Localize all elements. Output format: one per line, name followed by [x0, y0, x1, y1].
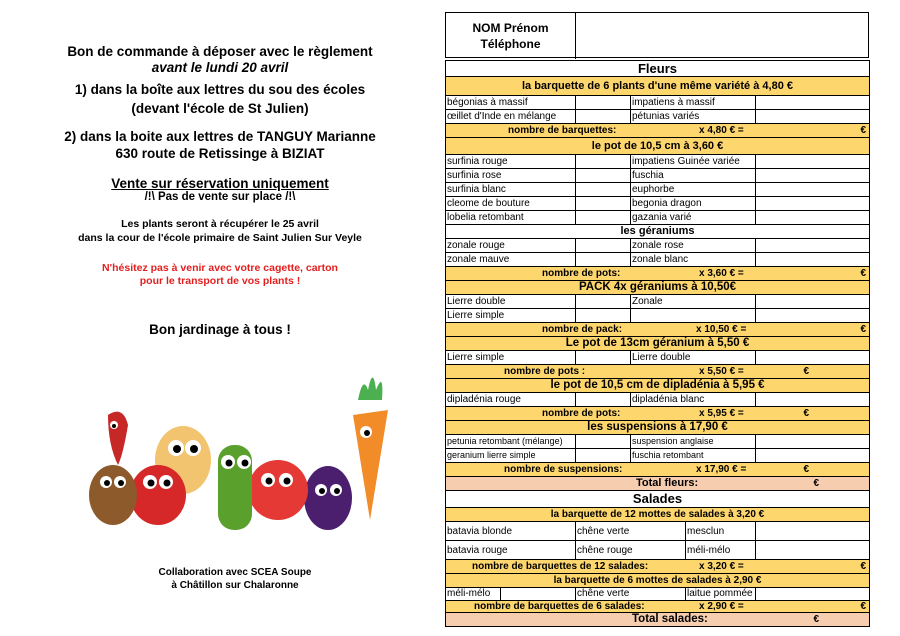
barquette-12-header: la barquette de 12 mottes de salades à 3,20 €: [445, 508, 870, 522]
total-salades-row: Total salades: €: [445, 613, 870, 627]
reservation-only: Vente sur réservation uniquement: [111, 176, 329, 191]
drop-location-2-address: 630 route de Retissinge à BIZIAT: [115, 146, 325, 161]
pot-10-header: le pot de 10,5 cm à 3,60 €: [445, 138, 870, 155]
qty-input[interactable]: [756, 435, 869, 448]
subtotal-row: nombre de pots: x 3,60 € = €: [445, 267, 870, 281]
qty-input[interactable]: [576, 309, 631, 322]
qty-input[interactable]: [576, 197, 631, 210]
qty-input[interactable]: [576, 183, 631, 196]
subtotal-row: nombre de barquettes de 6 salades: x 2,90 € = €: [445, 601, 870, 613]
dipladenia-header: le pot de 10,5 cm de dipladénia à 5,95 €: [445, 379, 870, 393]
order-instruction: Bon de commande à déposer avec le règlement: [67, 44, 373, 59]
subtotal-row: nombre de barquettes: x 4,80 € = €: [445, 124, 870, 138]
table-row: bégonias à massif impatiens à massif: [445, 96, 870, 110]
qty-input[interactable]: [756, 197, 869, 210]
bring-crate-note: N'hésitez pas à venir avec votre cagette, carton: [102, 262, 338, 274]
qty-input[interactable]: [576, 295, 631, 308]
name-label: NOM Prénom Téléphone: [446, 13, 576, 59]
qty-input[interactable]: [756, 588, 869, 600]
drop-location-1-detail: (devant l'école de St Julien): [131, 101, 309, 116]
qty-input[interactable]: [756, 239, 869, 252]
instructions-panel: [0, 0, 440, 636]
vegetables-illustration: [88, 370, 388, 535]
qty-input[interactable]: [576, 110, 631, 123]
section-fleurs: Fleurs: [445, 60, 870, 77]
suspensions-header: les suspensions à 17,90 €: [445, 421, 870, 435]
collaboration: Collaboration avec SCEA Soupe: [158, 567, 312, 578]
pack-geraniums-header: PACK 4x géraniums à 10,50€: [445, 281, 870, 295]
section-salades: Salades: [445, 491, 870, 508]
table-row: batavia rouge chêne rouge méli-mélo: [445, 541, 870, 560]
table-row: Lierre simple: [445, 309, 870, 323]
qty-input[interactable]: [576, 169, 631, 182]
table-row: Lierre simple Lierre double: [445, 351, 870, 365]
table-row: zonale rouge zonale rose: [445, 239, 870, 253]
qty-input[interactable]: [756, 253, 869, 266]
qty-input[interactable]: [576, 239, 631, 252]
qty-input[interactable]: [576, 435, 631, 448]
collaboration-location: à Châtillon sur Chalaronne: [171, 580, 299, 591]
table-row: surfinia blanc euphorbe: [445, 183, 870, 197]
subtotal-row: nombre de suspensions: x 17,90 € = €: [445, 463, 870, 477]
barquette-6-header: la barquette de 6 plants d'une même variété à 4,80 €: [445, 77, 870, 96]
table-row: cleome de bouture begonia dragon: [445, 197, 870, 211]
table-row: dipladénia rouge dipladénia blanc: [445, 393, 870, 407]
table-row: Lierre double Zonale: [445, 295, 870, 309]
name-input[interactable]: [577, 13, 869, 57]
qty-input[interactable]: [756, 541, 869, 559]
table-row: œillet d'Inde en mélange pétunias variés: [445, 110, 870, 124]
qty-input[interactable]: [576, 393, 631, 406]
greeting: Bon jardinage à tous !: [149, 322, 291, 337]
pickup-date: Les plants seront à récupérer le 25 avril: [121, 218, 319, 230]
subtotal-row: nombre de pots: x 5,95 € = €: [445, 407, 870, 421]
form-rows: [445, 60, 870, 627]
drop-location-1: 1) dans la boîte aux lettres du sou des écoles: [74, 82, 366, 97]
qty-input[interactable]: [756, 110, 869, 123]
table-row: lobelia retombant gazania varié: [445, 211, 870, 225]
qty-input[interactable]: [756, 211, 869, 224]
no-onsite-sale: /!\ Pas de vente sur place /!\: [144, 191, 296, 203]
qty-input[interactable]: [756, 522, 869, 540]
deadline: avant le lundi 20 avril: [151, 60, 289, 75]
drop-location-2: 2) dans la boite aux lettres de TANGUY Marianne: [64, 129, 376, 144]
qty-input[interactable]: [576, 155, 631, 168]
table-row: surfinia rose fuschia: [445, 169, 870, 183]
bring-crate-note-2: pour le transport de vos plants !: [139, 275, 301, 287]
pickup-location: dans la cour de l'école primaire de Saint Julien Sur Veyle: [78, 232, 362, 244]
qty-input[interactable]: [576, 449, 631, 462]
table-row: geranium lierre simple fuschia retombant: [445, 449, 870, 463]
subtotal-row: nombre de pots : x 5,50 € = €: [445, 365, 870, 379]
subtotal-row: nombre de barquettes de 12 salades: x 3,20 € = €: [445, 560, 870, 574]
qty-input[interactable]: [756, 351, 869, 364]
qty-input[interactable]: [756, 169, 869, 182]
qty-input[interactable]: [576, 96, 631, 109]
table-row: batavia blonde chêne verte mesclun: [445, 522, 870, 541]
qty-input[interactable]: [576, 211, 631, 224]
qty-input[interactable]: [756, 393, 869, 406]
table-row: méli-mélo chêne verte laitue pommée: [445, 588, 870, 601]
qty-input[interactable]: [756, 295, 869, 308]
qty-input[interactable]: [576, 351, 631, 364]
qty-input[interactable]: [501, 588, 576, 600]
table-row: zonale mauve zonale blanc: [445, 253, 870, 267]
table-row: surfinia rouge impatiens Guinée variée: [445, 155, 870, 169]
name-box: [445, 12, 869, 58]
qty-input[interactable]: [756, 183, 869, 196]
qty-input[interactable]: [756, 96, 869, 109]
table-row: petunia retombant (mélange) suspension anglaise: [445, 435, 870, 449]
qty-input[interactable]: [756, 155, 869, 168]
qty-input[interactable]: [576, 253, 631, 266]
pot-13-header: Le pot de 13cm géranium à 5,50 €: [445, 337, 870, 351]
qty-input[interactable]: [756, 449, 869, 462]
geraniums-subheader: les géraniums: [445, 225, 870, 239]
total-fleurs-row: Total fleurs: €: [445, 477, 870, 491]
barquette-6-salades-header: la barquette de 6 mottes de salades à 2,90 €: [445, 574, 870, 588]
subtotal-row: nombre de pack: x 10,50 € = €: [445, 323, 870, 337]
